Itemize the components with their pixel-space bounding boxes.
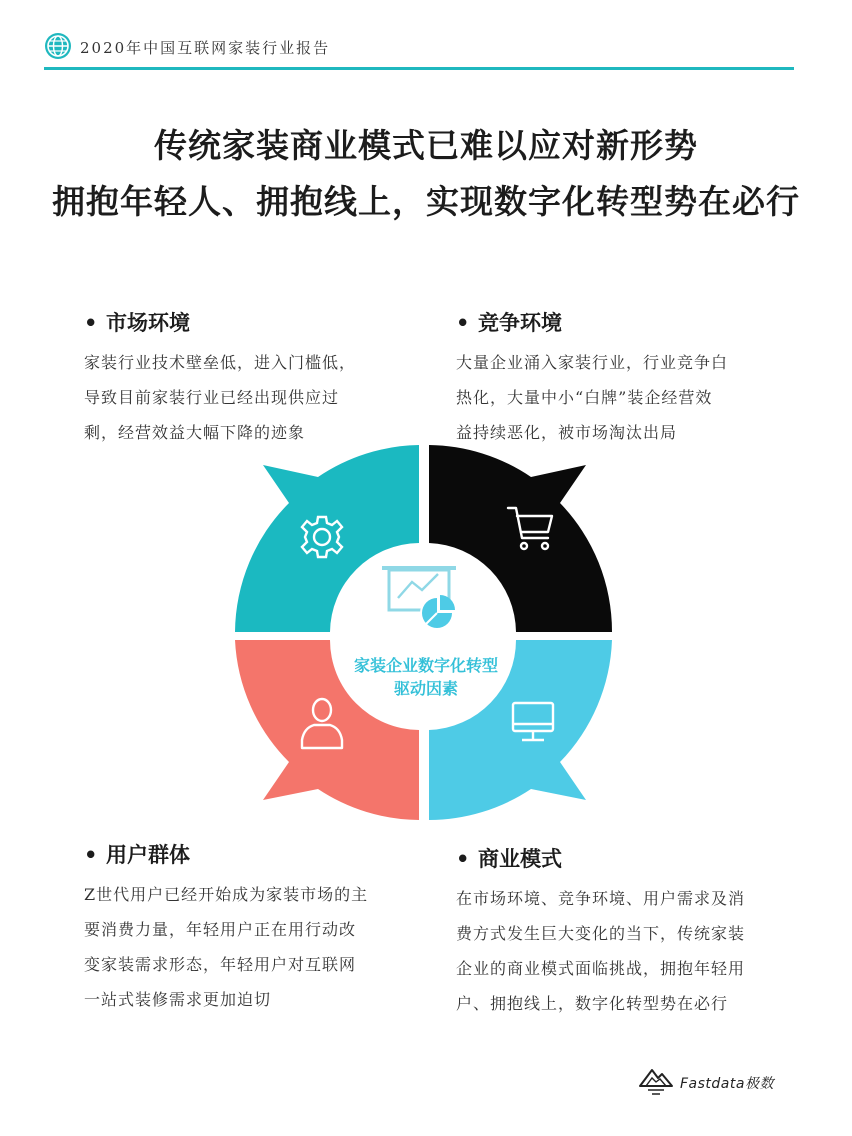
- section-body: [84, 877, 414, 1017]
- body-line: 热化，大量中小“白牌”装企经营效: [456, 388, 713, 407]
- section-title: 用户群体: [106, 843, 190, 867]
- section-market-environment: [84, 307, 404, 450]
- quadrant-competition: [429, 445, 612, 632]
- bullet-icon: •: [84, 311, 98, 335]
- body-line: 要消费力量，年轻用户正在用行动改: [84, 920, 357, 939]
- body-line: 变家装需求形态，年轻用户对互联网: [84, 955, 357, 974]
- bullet-icon: •: [456, 311, 470, 335]
- section-business-model: [456, 843, 796, 1021]
- body-line: Z世代用户已经开始成为家装市场的主: [84, 885, 369, 904]
- presentation-chart-icon: [382, 566, 456, 630]
- diagram-center-label-1: 家装企业数字化转型: [353, 656, 498, 675]
- brand-name: Fastdata极数: [680, 1076, 774, 1092]
- section-heading: [456, 307, 786, 337]
- body-line: 剩，经营效益大幅下降的迹象: [84, 423, 306, 442]
- body-line: 一站式装修需求更加迫切: [84, 990, 272, 1009]
- body-line: 企业的商业模式面临挑战，拥抱年轻用: [456, 959, 746, 978]
- section-heading: [84, 839, 414, 869]
- section-body: [84, 345, 404, 450]
- section-title: 市场环境: [106, 311, 190, 335]
- driver-diagram: [220, 440, 630, 830]
- section-title: 竞争环境: [478, 311, 562, 335]
- headline-line-1: 传统家装商业模式已难以应对新形势: [154, 126, 698, 165]
- body-line: 费方式发生巨大变化的当下，传统家装: [456, 924, 746, 943]
- headline-line-2: 拥抱年轻人、拥抱线上，实现数字化转型势在必行: [52, 182, 800, 221]
- header-divider: [44, 67, 794, 70]
- section-title: 商业模式: [478, 847, 562, 871]
- body-line: 导致目前家装行业已经出现供应过: [84, 388, 340, 407]
- report-title: 2020年中国互联网家装行业报告: [80, 39, 331, 57]
- body-line: 大量企业涌入家装行业，行业竞争白: [456, 353, 729, 372]
- mountain-logo-icon: [638, 1064, 674, 1098]
- page-header: [44, 32, 794, 72]
- section-user-group: [84, 839, 414, 1017]
- body-line: 在市场环境、竞争环境、用户需求及消: [456, 889, 746, 908]
- brand-logo: [638, 1064, 798, 1100]
- section-body: [456, 345, 786, 450]
- body-line: 家装行业技术壁垒低，进入门槛低，: [84, 353, 357, 372]
- bullet-icon: •: [456, 847, 470, 871]
- section-competition-environment: [456, 307, 786, 450]
- section-heading: [456, 843, 796, 873]
- section-heading: [84, 307, 404, 337]
- quadrant-market: [235, 445, 419, 632]
- bullet-icon: •: [84, 843, 98, 867]
- diagram-center-label-2: 驱动因素: [393, 679, 458, 698]
- body-line: 益持续恶化，被市场淘汰出局: [456, 423, 678, 442]
- globe-icon: [44, 32, 72, 60]
- body-line: 户、拥抱线上，数字化转型势在必行: [456, 994, 729, 1013]
- section-body: [456, 881, 796, 1021]
